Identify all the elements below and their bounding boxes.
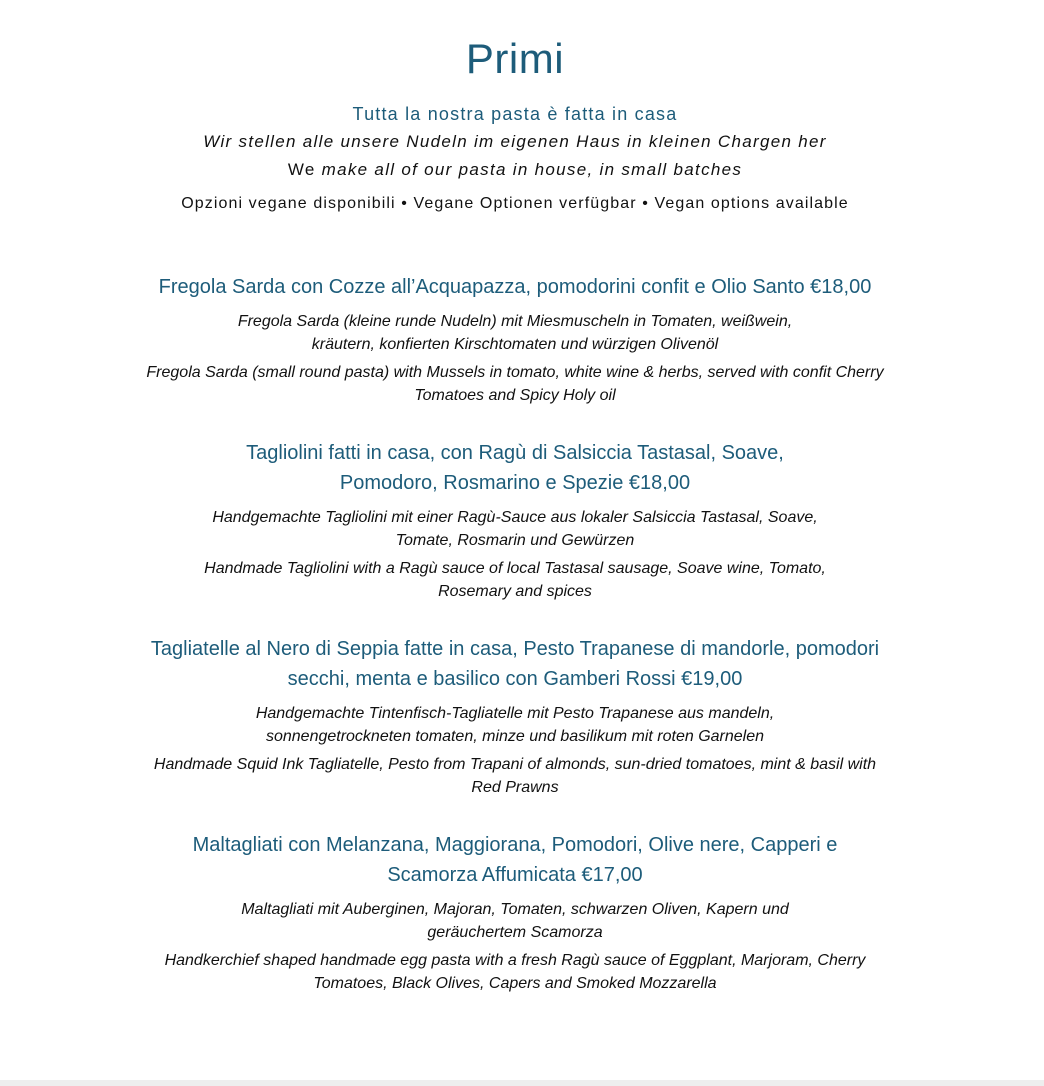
- description-line: Red Prawns: [471, 779, 559, 796]
- description-line: geräuchertem Scamorza: [427, 924, 603, 941]
- dish-description-german: [100, 506, 930, 552]
- description-line: Fregola Sarda (small round pasta) with Mussels in tomato, white wine & herbs, served with confit Cherry: [146, 364, 884, 381]
- dish-description-german: [100, 310, 930, 356]
- dish-name: [100, 830, 930, 890]
- vegan-options-note: Opzioni vegane disponibili • Vegane Optionen verfügbar • Vegan options available: [181, 195, 849, 212]
- dish-description-german: [100, 702, 930, 748]
- dish-name: [100, 634, 930, 694]
- description-line: Handkerchief shaped handmade egg pasta with a fresh Ragù sauce of Eggplant, Marjoram, Cherry: [164, 952, 866, 969]
- page-title: Primi: [465, 35, 565, 82]
- description-line: Tomatoes and Spicy Holy oil: [414, 387, 616, 404]
- description-line: Tomate, Rosmarin und Gewürzen: [395, 532, 635, 549]
- intro-english-prefix: We: [287, 160, 322, 179]
- description-line: Tomatoes, Black Olives, Capers and Smoked Mozzarella: [313, 975, 717, 992]
- dish-description-english: [100, 753, 930, 799]
- description-line: kräutern, konfierten Kirschtomaten und würzigen Olivenöl: [311, 336, 719, 353]
- description-line: Handgemachte Tagliolini mit einer Ragù-Sauce aus lokaler Salsiccia Tastasal, Soave,: [212, 509, 818, 526]
- dish-tagliatelle-nero: [100, 634, 930, 799]
- dish-name-line: Tagliolini fatti in casa, con Ragù di Salsiccia Tastasal, Soave,: [246, 442, 784, 464]
- description-line: Maltagliati mit Auberginen, Majoran, Tomaten, schwarzen Oliven, Kapern und: [241, 901, 789, 918]
- dish-name-line: Pomodoro, Rosmarino e Spezie €18,00: [339, 472, 691, 494]
- dish-name-line: Fregola Sarda con Cozze all’Acquapazza, pomodorini confit e Olio Santo €18,00: [158, 276, 872, 298]
- intro-italian: Tutta la nostra pasta è fatta in casa: [352, 104, 678, 124]
- description-line: Fregola Sarda (kleine runde Nudeln) mit Miesmuscheln in Tomaten, weißwein,: [237, 313, 793, 330]
- dish-description-english: [100, 361, 930, 407]
- dish-name-line: secchi, menta e basilico con Gamberi Rossi €19,00: [287, 668, 743, 690]
- bottom-divider: [0, 1080, 1044, 1086]
- dish-description-english: [100, 949, 930, 995]
- dish-description-english: [100, 557, 930, 603]
- description-line: Handmade Squid Ink Tagliatelle, Pesto from Trapani of almonds, sun-dried tomatoes, mint & basil with: [153, 756, 877, 773]
- dish-name-line: Maltagliati con Melanzana, Maggiorana, Pomodori, Olive nere, Capperi e: [192, 834, 838, 856]
- intro-german: Wir stellen alle unsere Nudeln im eigenen Haus in kleinen Chargen her: [203, 132, 827, 151]
- description-line: Handmade Tagliolini with a Ragù sauce of local Tastasal sausage, Soave wine, Tomato,: [204, 560, 826, 577]
- dish-fregola-sarda: [100, 272, 930, 407]
- dish-tagliolini: [100, 438, 930, 603]
- dish-name-line: Scamorza Affumicata €17,00: [387, 864, 643, 886]
- intro-english: [0, 158, 1030, 182]
- dish-maltagliati: [100, 830, 930, 995]
- dish-name: [100, 438, 930, 498]
- dish-name-line: Tagliatelle al Nero di Seppia fatte in casa, Pesto Trapanese di mandorle, pomodori: [150, 638, 880, 660]
- dish-name: [100, 272, 930, 302]
- description-line: Rosemary and spices: [438, 583, 592, 600]
- description-line: sonnengetrockneten tomaten, minze und basilikum mit roten Garnelen: [265, 728, 765, 745]
- dish-description-german: [100, 898, 930, 944]
- description-line: Handgemachte Tintenfisch-Tagliatelle mit Pesto Trapanese aus mandeln,: [255, 705, 775, 722]
- intro-english-rest: make all of our pasta in house, in small batches: [321, 160, 743, 179]
